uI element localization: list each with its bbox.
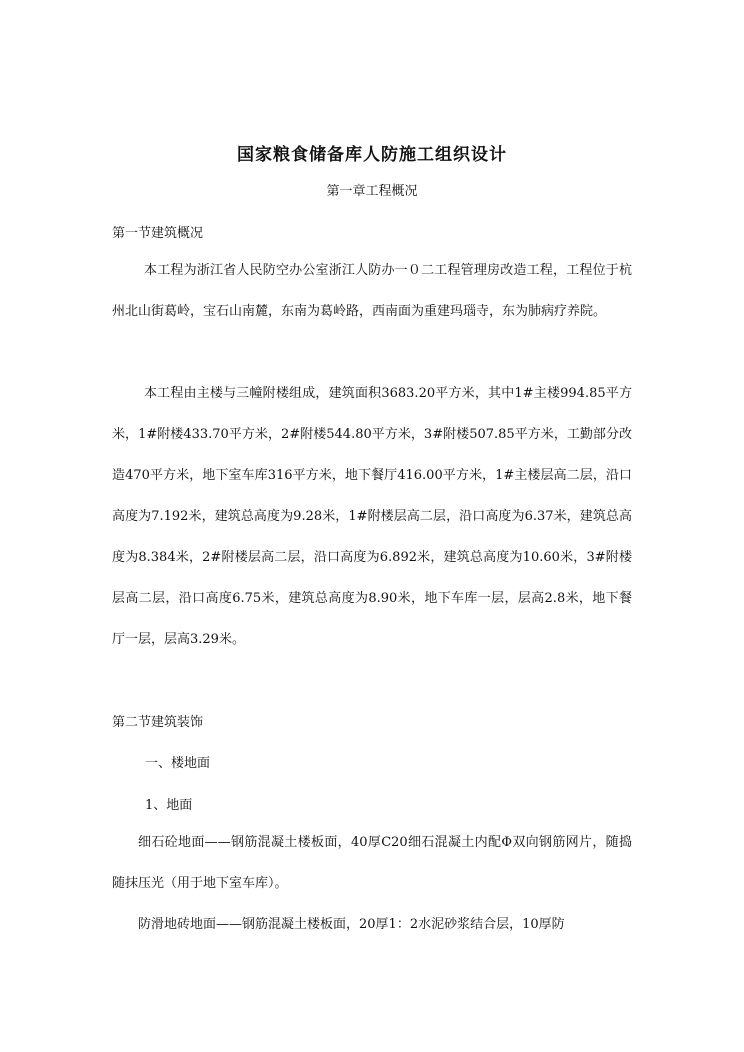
paragraph-fine-concrete-floor: 细石砼地面——钢筋混凝土楼板面，40厚C20细石混凝土内配Φ双向钢筋网片，随捣随抹压光（用于地下室车库）。 (112, 835, 632, 891)
document-title: 国家粮食储备库人防施工组织设计 (237, 145, 507, 165)
item-floor: 一、楼地面 (145, 756, 211, 771)
chapter-heading: 第一章工程概况 (326, 184, 418, 199)
section-heading-building-overview: 第一节建筑概况 (112, 226, 204, 241)
item-ground: 1、地面 (145, 798, 193, 813)
paragraph-project-location: 本工程为浙江省人民防空办公室浙江人防办一０二工程管理房改造工程，工程位于杭州北山街葛岭，宝石山南麓，东南为葛岭路，西南面为重建玛瑙寺，东为肺病疗养院。 (112, 263, 632, 319)
section-heading-decoration: 第二节建筑装饰 (112, 715, 204, 730)
paragraph-nonslip-tile-floor: 防滑地砖地面——钢筋混凝土楼板面，20厚1：2水泥砂浆结合层，10厚防 (138, 917, 565, 932)
paragraph-building-area: 本工程由主楼与三幢附楼组成，建筑面积3683.20平方米，其中1#主楼994.85平方米，1#附楼433.70平方米，2#附楼544.80平方米，3#附楼507.85平方米，工勤部分改造470平方米，地下室车库316平方米，地下餐厅416.00平方米，1#主楼层高二层，沿口高度为7.192米，建筑总高度为9.28米，1#附楼层高二层，沿口高度为6.37米，建筑总高度为8.384米，2#附楼层高二层，沿口高度为6.892米，建筑总高度为10.60米，3#附楼层高二层，沿口高度6.75米，建筑总高度为8.90米，地下车库一层，层高2.8米，地下餐厅一层，层高3.29米。 (112, 386, 632, 647)
